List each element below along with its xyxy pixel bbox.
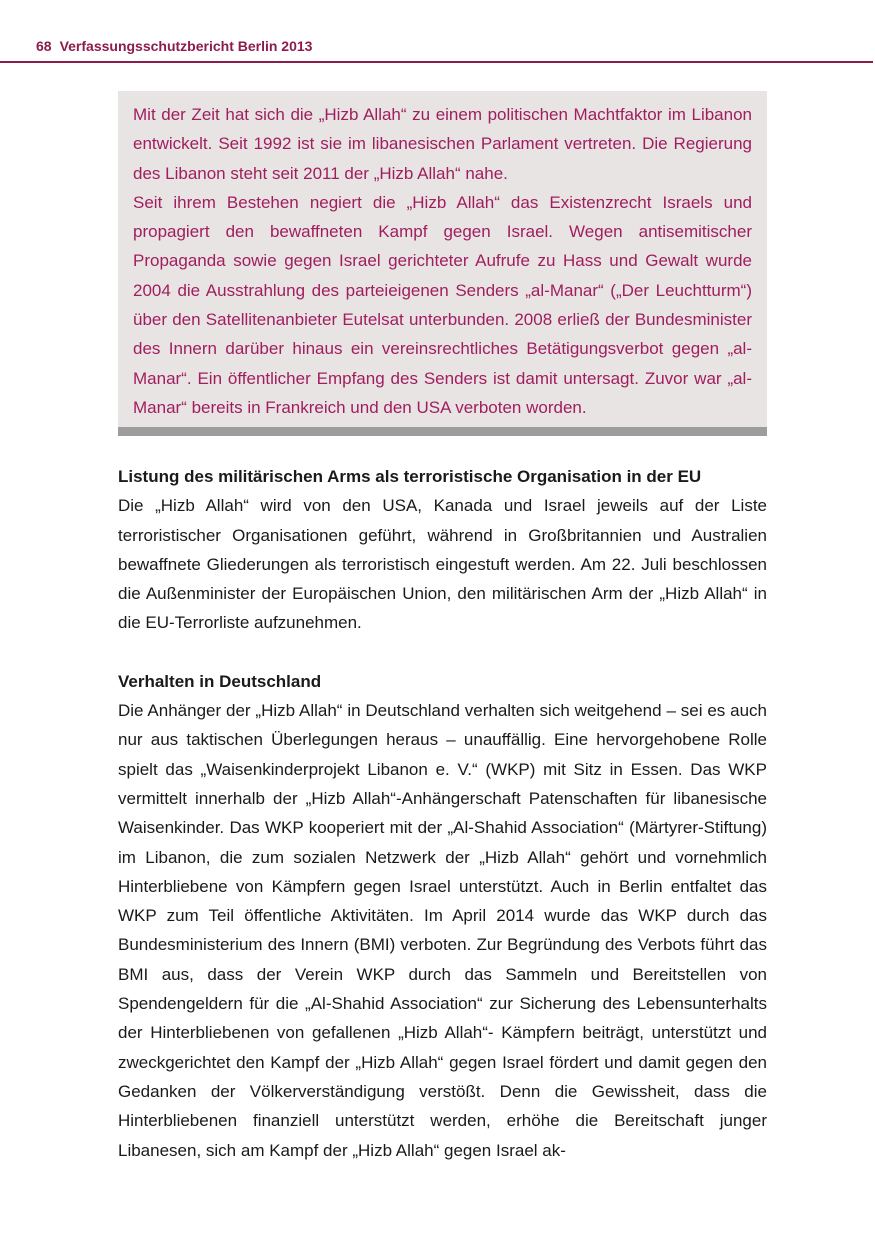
header-divider: [0, 61, 873, 63]
main-content: [118, 462, 767, 1165]
info-box-bottom-bar: [118, 427, 767, 436]
info-box: [118, 91, 767, 428]
section-body-eu-listing: Die „Hizb Allah“ wird von den USA, Kanada und Israel jeweils auf der Liste terroristischer Organisationen geführt, während in Großbritannien und Australien bewaffnete Gliederungen als terroristisch eingestuft werden. Am 22. Juli beschlossen die Außenminister der Europäischen Union, den militärischen Arm der „Hizb Allah“ in die EU-Terrorliste aufzunehmen.: [118, 496, 767, 633]
info-box-paragraph-2: Seit ihrem Bestehen negiert die „Hizb Allah“ das Existenzrecht Israels und propagiert den bewaffneten Kampf gegen Israel. Wegen antisemitischer Propaganda sowie gegen Israel gerichteter Aufrufe zu Hass und Gewalt wurde 2004 die Ausstrahlung des parteieigenen Senders „al-Manar“ („Der Leuchtturm“) über den Satellitenanbieter Eutelsat unterbunden. 2008 erließ der Bundesminister des Innern darüber hinaus ein vereinsrechtliches Betätigungsverbot gegen „al-Manar“. Ein öffentlicher Empfang des Senders ist damit untersagt. Zuvor war „al-Manar“ bereits in Frankreich und den USA verboten worden.: [133, 192, 752, 417]
section-body-germany: Die Anhänger der „Hizb Allah“ in Deutschland verhalten sich weitgehend – sei es auch nur aus taktischen Überlegungen heraus – unauffällig. Eine hervorgehobene Rolle spielt das „Waisenkinderprojekt Libanon e. V.“ (WKP) mit Sitz in Essen. Das WKP vermittelt innerhalb der „Hizb Allah“-Anhängerschaft Patenschaften für libanesische Waisenkinder. Das WKP kooperiert mit der „Al-Shahid Association“ (Märtyrer-Stiftung) im Libanon, die zum sozialen Netzwerk der „Hizb Allah“ gehört und vornehmlich Hinterbliebene von Kämpfern gegen Israel unterstützt. Auch in Berlin entfaltet das WKP zum Teil öffentliche Aktivitäten. Im April 2014 wurde das WKP durch das Bundesministerium des Innern (BMI) verboten. Zur Begründung des Verbots führt das BMI aus, dass der Verein WKP durch das Sammeln und Bereitstellen von Spendengeldern für die „Al-Shahid Association“ zur Sicherung des Lebensunterhalts der Hinterbliebenen von gefallenen „Hizb Allah“- Kämpfern beiträgt, unterstützt und zweckgerichtet den Kampf der „Hizb Allah“ gegen Israel fördert und damit gegen den Gedanken der Völkerverständigung verstößt. Denn die Gewissheit, dass die Hinterbliebenen finanziell unterstützt werden, erhöhe die Bereitschaft junger Libanesen, sich am Kampf der „Hizb Allah“ gegen Israel ak-: [118, 701, 767, 1160]
section-heading-eu-listing: Listung des militärischen Arms als terroristische Organisation in der EU: [118, 467, 702, 486]
running-header: [36, 38, 312, 54]
section-heading-germany: Verhalten in Deutschland: [118, 671, 322, 691]
paragraph-spacer: [118, 638, 767, 667]
report-title: Verfassungsschutzbericht Berlin 2013: [59, 38, 313, 54]
page-number: 68: [36, 38, 52, 54]
info-box-paragraph-1: Mit der Zeit hat sich die „Hizb Allah“ zu einem politischen Machtfaktor im Libanon entwickelt. Seit 1992 ist sie im libanesischen Parlament vertreten. Die Regierung des Libanon steht seit 2011 der „Hizb Allah“ nahe.: [133, 105, 752, 183]
